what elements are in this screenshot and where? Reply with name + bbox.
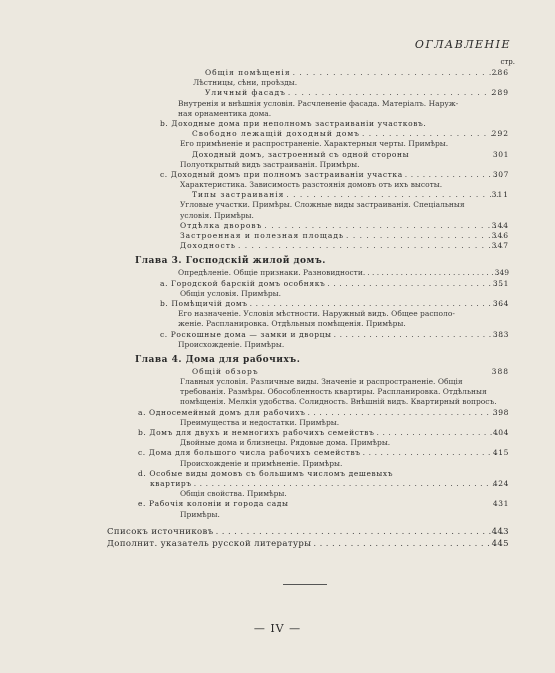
toc-section: a. Односемейный домъ для рабочихъ . . . 398: [0, 408, 555, 418]
toc-section: e. Рабочія колоніи и города сады 431: [138, 499, 509, 509]
toc-subentry: Происхожденіе. Примѣры.: [178, 339, 285, 349]
toc-section: c. Доходный домъ при полномъ застраиваніи участка . . . 307: [0, 170, 555, 180]
toc-entry: Типы застраиванія . . . 311: [0, 190, 555, 200]
toc-subentry: помѣщенія. Мелкія удобства. Солидность. Внѣшній видъ. Квартирный вопросъ.: [180, 397, 497, 407]
toc-section: b. Помѣщичій домъ . . . 364: [0, 299, 555, 309]
toc-subentry: Происхожденіе и примѣненіе. Примѣры.: [180, 458, 343, 468]
chapter-heading: Глава 3. Господскій жилой домъ.: [135, 256, 326, 267]
toc-section: c. Роскошные дома — замки и дворцы . . . 383: [0, 330, 555, 340]
toc-entry: Доходный домъ, застроенный съ одной стороны 301: [192, 149, 509, 159]
toc-subentry: Общія условія. Примѣры.: [180, 288, 282, 298]
toc-subentry: Его примѣненіе и распространеніе. Характерныя черты. Примѣры.: [180, 139, 449, 149]
toc-section: d. Особые виды домовъ съ большимъ числомъ дешевыхъ: [138, 468, 394, 478]
chapter-heading: Глава 4. Дома для рабочихъ.: [135, 354, 301, 365]
page-header: ОГЛАВЛЕНІЕ: [414, 38, 511, 51]
toc-subentry: условія. Примѣры.: [180, 210, 254, 220]
toc-entry: Общія помѣщенія . . . 286: [0, 68, 555, 78]
table-of-contents: [0, 68, 555, 550]
toc-subentry: Угловые участки. Примѣры. Сложные виды застраиванія. Спеціальныя: [180, 200, 465, 210]
page-column-label: стр.: [500, 58, 515, 66]
toc-subentry: Лѣстницы, сѣни, проѣзды.: [193, 78, 298, 88]
toc-section: c. Дома для большого числа рабочихъ семействъ . . . 415: [0, 448, 555, 458]
toc-subentry: Характеристика. Зависимость разстоянія домовъ отъ ихъ высоты.: [180, 180, 443, 190]
toc-section: b. Доходные дома при неполномъ застраиваніи участковъ.: [160, 118, 427, 128]
toc-entry: Свободно лежащій доходный домъ . . . 292: [0, 129, 555, 139]
toc-subentry: ная орнаментика дома.: [178, 108, 272, 118]
toc-entry: Отдѣлка дворовъ . . . 344: [0, 221, 555, 231]
page-number: — IV —: [253, 622, 302, 635]
toc-entry: Застроенная и полезная площадь . . . 346: [0, 231, 555, 241]
divider: [283, 584, 327, 585]
toc-entry: Общій обзоръ 388: [192, 366, 509, 376]
toc-subentry: Его назначеніе. Условія мѣстности. Наружный видъ. Общее располо-: [178, 309, 455, 319]
toc-entry: Дополнит. указатель русской литературы . . . 445: [0, 538, 555, 550]
toc-subentry: требованія. Размѣры. Обособленность квартиры. Распланировка. Отдѣльныя: [180, 387, 487, 397]
toc-subentry: Общія свойства. Примѣры.: [180, 489, 287, 499]
toc-subentry: Двойные дома и близнецы. Рядовые дома. Примѣры.: [180, 438, 391, 448]
toc-subentry: Главныя условія. Различные виды. Значеніе и распространеніе. Общія: [180, 377, 463, 387]
toc-section: квартиръ . . . 424: [0, 479, 555, 489]
toc-subentry: женіе. Распланировка. Отдѣльныя помѣщенія. Примѣры.: [178, 319, 406, 329]
toc-subentry: Полуоткрытый видъ застраиванія. Примѣры.: [180, 159, 360, 169]
toc-entry: Списокъ источниковъ . . . 443: [0, 526, 555, 538]
toc-subentry: Опредѣленіе. Общіе признаки. Разновидности. . . . 349: [0, 268, 555, 278]
toc-entry: Уличный фасадъ . . . 289: [0, 88, 555, 98]
toc-subentry: Преимущества и недостатки. Примѣры.: [180, 417, 340, 427]
toc-section: b. Домъ для двухъ и немногихъ рабочихъ семействъ . . . 404: [0, 428, 555, 438]
toc-subentry: Внутренія и внѣшнія условія. Расчлененіе фасада. Матеріалъ. Наруж-: [178, 98, 459, 108]
toc-entry: Доходность . . . 347: [0, 241, 555, 251]
toc-section: a. Городской барскій домъ особнякъ . . . 351: [0, 279, 555, 289]
toc-subentry: Примѣры.: [180, 509, 220, 519]
